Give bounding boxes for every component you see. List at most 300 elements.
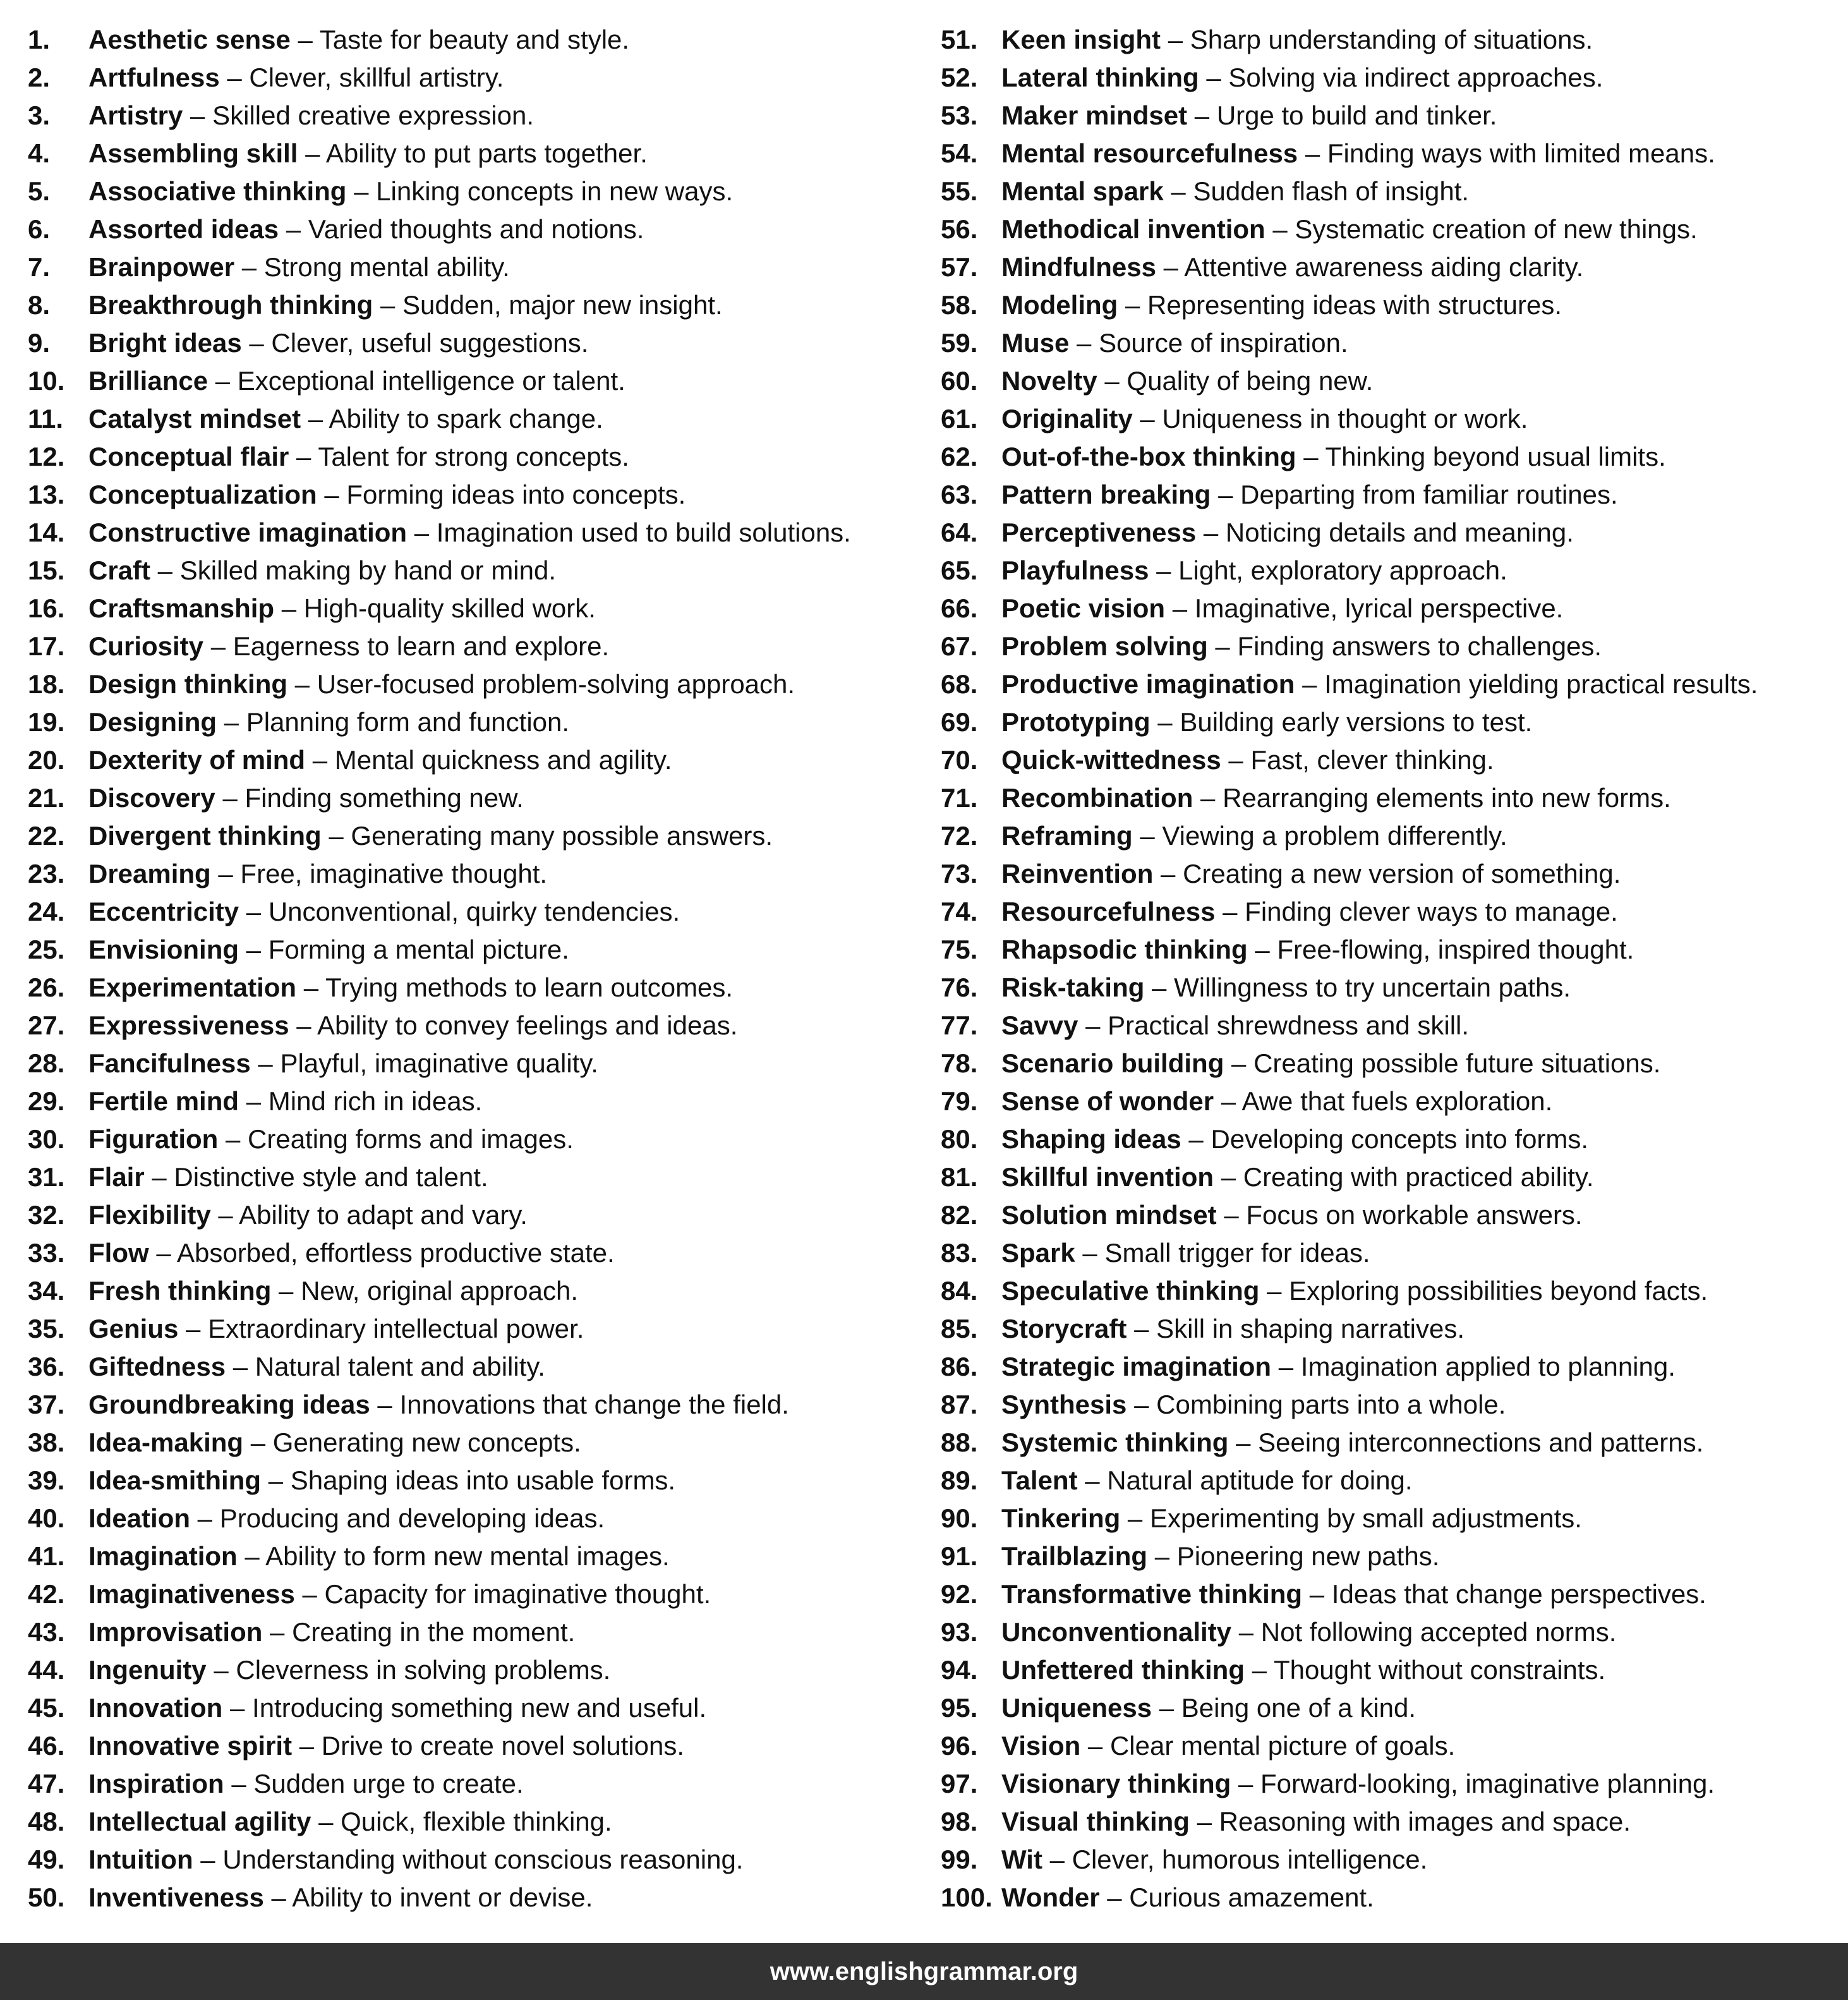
- item-term: Visionary thinking: [1001, 1769, 1231, 1798]
- item-term: Brilliance: [88, 366, 208, 396]
- item-number: 44.: [28, 1655, 65, 1685]
- item-entry: Designing – Planning form and function.: [88, 707, 570, 737]
- item-definition: Uniqueness in thought or work.: [1162, 404, 1528, 433]
- item-definition: Being one of a kind.: [1181, 1693, 1416, 1723]
- item-entry: Craftsmanship – High-quality skilled work.: [88, 593, 596, 623]
- item-definition: Developing concepts into forms.: [1211, 1124, 1589, 1154]
- item-term: Fancifulness: [88, 1048, 251, 1078]
- list-item: [941, 931, 1838, 969]
- item-definition: Taste for beauty and style.: [319, 25, 630, 54]
- item-number: 89.: [941, 1465, 978, 1495]
- item-entry: Assorted ideas – Varied thoughts and notions.: [88, 214, 644, 244]
- item-entry: Unconventionality – Not following accepted norms.: [1001, 1617, 1617, 1647]
- list-item: [28, 173, 925, 210]
- list-item: [28, 514, 925, 552]
- item-term: Unconventionality: [1001, 1617, 1232, 1647]
- item-definition: Small trigger for ideas.: [1104, 1238, 1370, 1268]
- item-term: Bright ideas: [88, 328, 242, 358]
- list-item: [28, 855, 925, 893]
- item-term: Wonder: [1001, 1882, 1100, 1912]
- item-number: 17.: [28, 631, 65, 661]
- item-definition: Linking concepts in new ways.: [376, 176, 734, 206]
- item-entry: Flair – Distinctive style and talent.: [88, 1162, 488, 1192]
- item-entry: Imaginativeness – Capacity for imaginative thought.: [88, 1579, 711, 1609]
- item-entry: Conceptualization – Forming ideas into concepts.: [88, 480, 686, 509]
- list-item: [28, 1575, 925, 1613]
- list-item: [941, 400, 1838, 438]
- item-entry: Improvisation – Creating in the moment.: [88, 1617, 576, 1647]
- item-definition: Creating a new version of something.: [1183, 859, 1621, 888]
- item-definition: Light, exploratory approach.: [1178, 555, 1507, 585]
- list-item: [941, 173, 1838, 210]
- list-item: [941, 514, 1838, 552]
- item-entry: Perceptiveness – Noticing details and meaning.: [1001, 518, 1574, 547]
- item-definition: Sudden, major new insight.: [402, 290, 723, 320]
- list-item: [28, 286, 925, 324]
- item-number: 38.: [28, 1427, 65, 1457]
- item-number: 55.: [941, 176, 978, 206]
- list-item: [941, 362, 1838, 400]
- item-entry: Dexterity of mind – Mental quickness and agility.: [88, 745, 672, 775]
- list-item: [28, 362, 925, 400]
- item-entry: Envisioning – Forming a mental picture.: [88, 935, 569, 964]
- item-number: 13.: [28, 480, 65, 509]
- item-definition: Noticing details and meaning.: [1225, 518, 1574, 547]
- item-number: 42.: [28, 1579, 65, 1609]
- right-column: [941, 21, 1838, 1917]
- item-definition: Natural talent and ability.: [255, 1352, 545, 1381]
- item-definition: Reasoning with images and space.: [1219, 1807, 1631, 1836]
- item-entry: Associative thinking – Linking concepts in new ways.: [88, 176, 734, 206]
- item-definition: Finding ways with limited means.: [1327, 138, 1715, 168]
- item-number: 26.: [28, 973, 65, 1002]
- list-item: [28, 1272, 925, 1310]
- item-term: Dreaming: [88, 859, 211, 888]
- item-definition: Representing ideas with structures.: [1147, 290, 1562, 320]
- item-entry: Conceptual flair – Talent for strong concepts.: [88, 442, 629, 471]
- item-number: 85.: [941, 1314, 978, 1343]
- item-number: 25.: [28, 935, 65, 964]
- item-number: 79.: [941, 1086, 978, 1116]
- item-number: 33.: [28, 1238, 65, 1268]
- item-definition: Forward-looking, imaginative planning.: [1260, 1769, 1715, 1798]
- item-number: 90.: [941, 1503, 978, 1533]
- item-number: 10.: [28, 366, 65, 396]
- item-number: 32.: [28, 1200, 65, 1230]
- item-term: Poetic vision: [1001, 593, 1166, 623]
- list-item: [941, 893, 1838, 931]
- item-entry: Talent – Natural aptitude for doing.: [1001, 1465, 1413, 1495]
- list-item: [28, 324, 925, 362]
- list-item: [28, 1045, 925, 1082]
- item-entry: Quick-wittedness – Fast, clever thinking.: [1001, 745, 1494, 775]
- item-number: 68.: [941, 669, 978, 699]
- item-definition: Capacity for imaginative thought.: [324, 1579, 711, 1609]
- item-number: 100.: [941, 1882, 993, 1912]
- item-number: 30.: [28, 1124, 65, 1154]
- item-number: 6.: [28, 214, 51, 244]
- item-definition: Combining parts into a whole.: [1156, 1390, 1506, 1419]
- item-number: 57.: [941, 252, 978, 282]
- list-item: [941, 59, 1838, 97]
- item-term: Reinvention: [1001, 859, 1154, 888]
- item-number: 82.: [941, 1200, 978, 1230]
- list-item: [28, 1158, 925, 1196]
- item-number: 91.: [941, 1541, 978, 1571]
- list-item: [28, 476, 925, 514]
- item-term: Lateral thinking: [1001, 63, 1199, 92]
- item-number: 95.: [941, 1693, 978, 1723]
- item-number: 60.: [941, 366, 978, 396]
- item-definition: Unconventional, quirky tendencies.: [268, 897, 680, 926]
- item-definition: High-quality skilled work.: [303, 593, 596, 623]
- item-definition: Solving via indirect approaches.: [1228, 63, 1603, 92]
- item-term: Modeling: [1001, 290, 1118, 320]
- item-number: 48.: [28, 1807, 65, 1836]
- item-definition: Skilled making by hand or mind.: [179, 555, 557, 585]
- item-number: 49.: [28, 1845, 65, 1874]
- item-definition: Clear mental picture of goals.: [1109, 1731, 1456, 1761]
- item-term: Risk-taking: [1001, 973, 1145, 1002]
- item-number: 62.: [941, 442, 978, 471]
- item-number: 4.: [28, 138, 51, 168]
- item-entry: Prototyping – Building early versions to test.: [1001, 707, 1533, 737]
- item-term: Flair: [88, 1162, 145, 1192]
- item-term: Designing: [88, 707, 217, 737]
- item-entry: Brainpower – Strong mental ability.: [88, 252, 510, 282]
- list-item: [941, 1879, 1838, 1917]
- list-item: [28, 1879, 925, 1917]
- item-entry: Imagination – Ability to form new mental images.: [88, 1541, 670, 1571]
- list-item: [941, 1575, 1838, 1613]
- item-entry: Breakthrough thinking – Sudden, major new insight.: [88, 290, 723, 320]
- item-definition: Awe that fuels exploration.: [1241, 1086, 1553, 1116]
- list-item: [941, 855, 1838, 893]
- list-item: [941, 665, 1838, 703]
- list-item: [941, 210, 1838, 248]
- list-item: [28, 893, 925, 931]
- item-entry: Giftedness – Natural talent and ability.: [88, 1352, 545, 1381]
- list-item: [28, 1765, 925, 1803]
- item-term: Systemic thinking: [1001, 1427, 1229, 1457]
- item-entry: Methodical invention – Systematic creation of new things.: [1001, 214, 1698, 244]
- item-term: Solution mindset: [1001, 1200, 1217, 1230]
- item-definition: Natural aptitude for doing.: [1107, 1465, 1413, 1495]
- item-definition: Imaginative, lyrical perspective.: [1194, 593, 1564, 623]
- list-item: [941, 1348, 1838, 1386]
- list-item: [28, 1348, 925, 1386]
- item-definition: Planning form and function.: [246, 707, 570, 737]
- item-entry: Artistry – Skilled creative expression.: [88, 100, 534, 130]
- item-entry: Genius – Extraordinary intellectual power.: [88, 1314, 584, 1343]
- item-definition: Quality of being new.: [1126, 366, 1374, 396]
- item-term: Mental spark: [1001, 176, 1164, 206]
- item-definition: Generating new concepts.: [272, 1427, 581, 1457]
- list-item: [941, 1500, 1838, 1537]
- item-definition: Drive to create novel solutions.: [321, 1731, 685, 1761]
- list-item: [28, 969, 925, 1007]
- item-number: 19.: [28, 707, 65, 737]
- item-term: Conceptualization: [88, 480, 317, 509]
- item-definition: Focus on workable answers.: [1246, 1200, 1583, 1230]
- item-definition: Finding clever ways to manage.: [1245, 897, 1618, 926]
- item-entry: Out-of-the-box thinking – Thinking beyond usual limits.: [1001, 442, 1666, 471]
- item-term: Constructive imagination: [88, 518, 408, 547]
- item-number: 67.: [941, 631, 978, 661]
- item-definition: Ability to adapt and vary.: [239, 1200, 528, 1230]
- item-number: 35.: [28, 1314, 65, 1343]
- list-item: [941, 476, 1838, 514]
- item-term: Quick-wittedness: [1001, 745, 1221, 775]
- list-item: [28, 703, 925, 741]
- item-definition: Systematic creation of new things.: [1295, 214, 1698, 244]
- item-term: Storycraft: [1001, 1314, 1127, 1343]
- item-entry: Tinkering – Experimenting by small adjustments.: [1001, 1503, 1582, 1533]
- item-definition: Willingness to try uncertain paths.: [1174, 973, 1571, 1002]
- item-number: 76.: [941, 973, 978, 1002]
- list-item: [941, 324, 1838, 362]
- item-number: 58.: [941, 290, 978, 320]
- item-term: Transformative thinking: [1001, 1579, 1303, 1609]
- item-number: 61.: [941, 404, 978, 433]
- item-number: 59.: [941, 328, 978, 358]
- item-term: Mindfulness: [1001, 252, 1157, 282]
- item-entry: Innovation – Introducing something new and useful.: [88, 1693, 707, 1723]
- item-term: Talent: [1001, 1465, 1078, 1495]
- item-term: Synthesis: [1001, 1390, 1127, 1419]
- item-number: 83.: [941, 1238, 978, 1268]
- item-number: 43.: [28, 1617, 65, 1647]
- item-entry: Risk-taking – Willingness to try uncertain paths.: [1001, 973, 1571, 1002]
- list-item: [28, 931, 925, 969]
- item-term: Innovation: [88, 1693, 223, 1723]
- item-entry: Keen insight – Sharp understanding of situations.: [1001, 25, 1593, 54]
- item-number: 31.: [28, 1162, 65, 1192]
- item-entry: Inventiveness – Ability to invent or devise.: [88, 1882, 593, 1912]
- item-number: 36.: [28, 1352, 65, 1381]
- item-definition: Cleverness in solving problems.: [236, 1655, 611, 1685]
- item-number: 41.: [28, 1541, 65, 1571]
- item-term: Pattern breaking: [1001, 480, 1211, 509]
- list-item: [28, 1310, 925, 1348]
- item-number: 74.: [941, 897, 978, 926]
- list-item: [941, 286, 1838, 324]
- item-number: 96.: [941, 1731, 978, 1761]
- item-definition: Thinking beyond usual limits.: [1325, 442, 1666, 471]
- item-entry: Maker mindset – Urge to build and tinker.: [1001, 100, 1497, 130]
- item-number: 77.: [941, 1010, 978, 1040]
- item-definition: Ability to form new mental images.: [265, 1541, 670, 1571]
- item-definition: New, original approach.: [301, 1276, 578, 1306]
- list-item: [28, 1803, 925, 1841]
- item-number: 2.: [28, 63, 51, 92]
- item-term: Discovery: [88, 783, 215, 813]
- item-definition: Departing from familiar routines.: [1240, 480, 1618, 509]
- item-entry: Scenario building – Creating possible future situations.: [1001, 1048, 1661, 1078]
- list-item: [28, 627, 925, 665]
- item-entry: Rhapsodic thinking – Free-flowing, inspired thought.: [1001, 935, 1634, 964]
- item-definition: Sharp understanding of situations.: [1190, 25, 1593, 54]
- item-number: 72.: [941, 821, 978, 851]
- item-term: Visual thinking: [1001, 1807, 1190, 1836]
- item-number: 98.: [941, 1807, 978, 1836]
- item-term: Craftsmanship: [88, 593, 275, 623]
- list-item: [941, 1613, 1838, 1651]
- item-definition: Trying methods to learn outcomes.: [325, 973, 734, 1002]
- item-entry: Resourcefulness – Finding clever ways to manage.: [1001, 897, 1618, 926]
- list-item: [28, 1424, 925, 1462]
- list-item: [28, 210, 925, 248]
- item-entry: Problem solving – Finding answers to challenges.: [1001, 631, 1602, 661]
- item-term: Imaginativeness: [88, 1579, 295, 1609]
- list-item: [941, 703, 1838, 741]
- list-item: [28, 1462, 925, 1500]
- item-entry: Wit – Clever, humorous intelligence.: [1001, 1845, 1428, 1874]
- item-term: Productive imagination: [1001, 669, 1295, 699]
- item-number: 7.: [28, 252, 51, 282]
- item-term: Prototyping: [1001, 707, 1150, 737]
- item-number: 84.: [941, 1276, 978, 1306]
- list-item: [941, 1424, 1838, 1462]
- item-entry: Bright ideas – Clever, useful suggestions.: [88, 328, 589, 358]
- item-term: Intellectual agility: [88, 1807, 311, 1836]
- list-item: [941, 1689, 1838, 1727]
- item-entry: Fertile mind – Mind rich in ideas.: [88, 1086, 483, 1116]
- item-number: 69.: [941, 707, 978, 737]
- item-number: 51.: [941, 25, 978, 54]
- item-definition: Not following accepted norms.: [1260, 1617, 1617, 1647]
- item-entry: Muse – Source of inspiration.: [1001, 328, 1348, 358]
- item-entry: Synthesis – Combining parts into a whole.: [1001, 1390, 1506, 1419]
- item-definition: Eagerness to learn and explore.: [233, 631, 610, 661]
- item-number: 1.: [28, 25, 51, 54]
- item-entry: Flexibility – Ability to adapt and vary.: [88, 1200, 528, 1230]
- item-number: 23.: [28, 859, 65, 888]
- list-item: [941, 1196, 1838, 1234]
- list-item: [28, 1841, 925, 1879]
- list-item: [941, 1537, 1838, 1575]
- item-term: Flow: [88, 1238, 149, 1268]
- item-term: Improvisation: [88, 1617, 263, 1647]
- item-term: Imagination: [88, 1541, 238, 1571]
- item-term: Novelty: [1001, 366, 1097, 396]
- list-item: [28, 1120, 925, 1158]
- item-term: Divergent thinking: [88, 821, 322, 851]
- item-number: 40.: [28, 1503, 65, 1533]
- item-number: 56.: [941, 214, 978, 244]
- list-item: [28, 21, 925, 59]
- word-list: [0, 21, 1848, 1917]
- item-number: 5.: [28, 176, 51, 206]
- item-entry: Vision – Clear mental picture of goals.: [1001, 1731, 1456, 1761]
- item-term: Eccentricity: [88, 897, 239, 926]
- item-entry: Wonder – Curious amazement.: [1001, 1882, 1374, 1912]
- item-number: 92.: [941, 1579, 978, 1609]
- item-term: Recombination: [1001, 783, 1193, 813]
- list-item: [941, 1158, 1838, 1196]
- item-term: Perceptiveness: [1001, 518, 1197, 547]
- item-definition: Rearranging elements into new forms.: [1223, 783, 1671, 813]
- item-term: Speculative thinking: [1001, 1276, 1260, 1306]
- item-definition: Building early versions to test.: [1180, 707, 1533, 737]
- list-item: [28, 400, 925, 438]
- item-term: Tinkering: [1001, 1503, 1121, 1533]
- item-number: 54.: [941, 138, 978, 168]
- item-definition: Attentive awareness aiding clarity.: [1184, 252, 1584, 282]
- item-term: Groundbreaking ideas: [88, 1390, 370, 1419]
- item-number: 94.: [941, 1655, 978, 1685]
- item-term: Unfettered thinking: [1001, 1655, 1245, 1685]
- list-item: [28, 1613, 925, 1651]
- list-item: [941, 552, 1838, 590]
- item-number: 9.: [28, 328, 51, 358]
- item-entry: Originality – Uniqueness in thought or work.: [1001, 404, 1528, 433]
- item-definition: Thought without constraints.: [1273, 1655, 1606, 1685]
- item-entry: Visual thinking – Reasoning with images and space.: [1001, 1807, 1631, 1836]
- item-number: 45.: [28, 1693, 65, 1723]
- item-definition: Mental quickness and agility.: [334, 745, 672, 775]
- item-definition: Producing and developing ideas.: [219, 1503, 605, 1533]
- item-entry: Lateral thinking – Solving via indirect approaches.: [1001, 63, 1603, 92]
- item-definition: Fast, clever thinking.: [1250, 745, 1494, 775]
- list-item: [941, 1765, 1838, 1803]
- item-definition: Quick, flexible thinking.: [341, 1807, 612, 1836]
- item-entry: Uniqueness – Being one of a kind.: [1001, 1693, 1416, 1723]
- item-entry: Reframing – Viewing a problem differently.: [1001, 821, 1507, 851]
- item-entry: Craft – Skilled making by hand or mind.: [88, 555, 557, 585]
- item-number: 27.: [28, 1010, 65, 1040]
- item-number: 73.: [941, 859, 978, 888]
- item-term: Keen insight: [1001, 25, 1161, 54]
- item-definition: Finding something new.: [245, 783, 524, 813]
- item-number: 37.: [28, 1390, 65, 1419]
- list-item: [941, 590, 1838, 627]
- item-entry: Artfulness – Clever, skillful artistry.: [88, 63, 504, 92]
- item-definition: Introducing something new and useful.: [252, 1693, 707, 1723]
- item-number: 3.: [28, 100, 51, 130]
- item-definition: Urge to build and tinker.: [1216, 100, 1497, 130]
- item-definition: Shaping ideas into usable forms.: [290, 1465, 676, 1495]
- item-definition: Absorbed, effortless productive state.: [177, 1238, 615, 1268]
- item-entry: Brilliance – Exceptional intelligence or talent.: [88, 366, 625, 396]
- item-definition: Creating possible future situations.: [1253, 1048, 1661, 1078]
- item-term: Figuration: [88, 1124, 219, 1154]
- item-entry: Novelty – Quality of being new.: [1001, 366, 1374, 396]
- list-item: [28, 1196, 925, 1234]
- item-definition: Imagination applied to planning.: [1300, 1352, 1676, 1381]
- item-definition: Extraordinary intellectual power.: [208, 1314, 584, 1343]
- item-definition: Creating with practiced ability.: [1243, 1162, 1594, 1192]
- item-definition: Creating in the moment.: [292, 1617, 576, 1647]
- list-item: [28, 1234, 925, 1272]
- item-number: 97.: [941, 1769, 978, 1798]
- list-item: [941, 1462, 1838, 1500]
- item-term: Genius: [88, 1314, 179, 1343]
- item-entry: Speculative thinking – Exploring possibilities beyond facts.: [1001, 1276, 1708, 1306]
- list-item: [28, 741, 925, 779]
- list-item: [28, 1082, 925, 1120]
- item-entry: Idea-smithing – Shaping ideas into usable forms.: [88, 1465, 676, 1495]
- list-item: [941, 1727, 1838, 1765]
- item-number: 12.: [28, 442, 65, 471]
- item-term: Inventiveness: [88, 1882, 264, 1912]
- item-entry: Transformative thinking – Ideas that change perspectives.: [1001, 1579, 1706, 1609]
- list-item: [941, 779, 1838, 817]
- item-term: Scenario building: [1001, 1048, 1224, 1078]
- item-term: Mental resourcefulness: [1001, 138, 1298, 168]
- item-term: Assorted ideas: [88, 214, 279, 244]
- item-entry: Spark – Small trigger for ideas.: [1001, 1238, 1370, 1268]
